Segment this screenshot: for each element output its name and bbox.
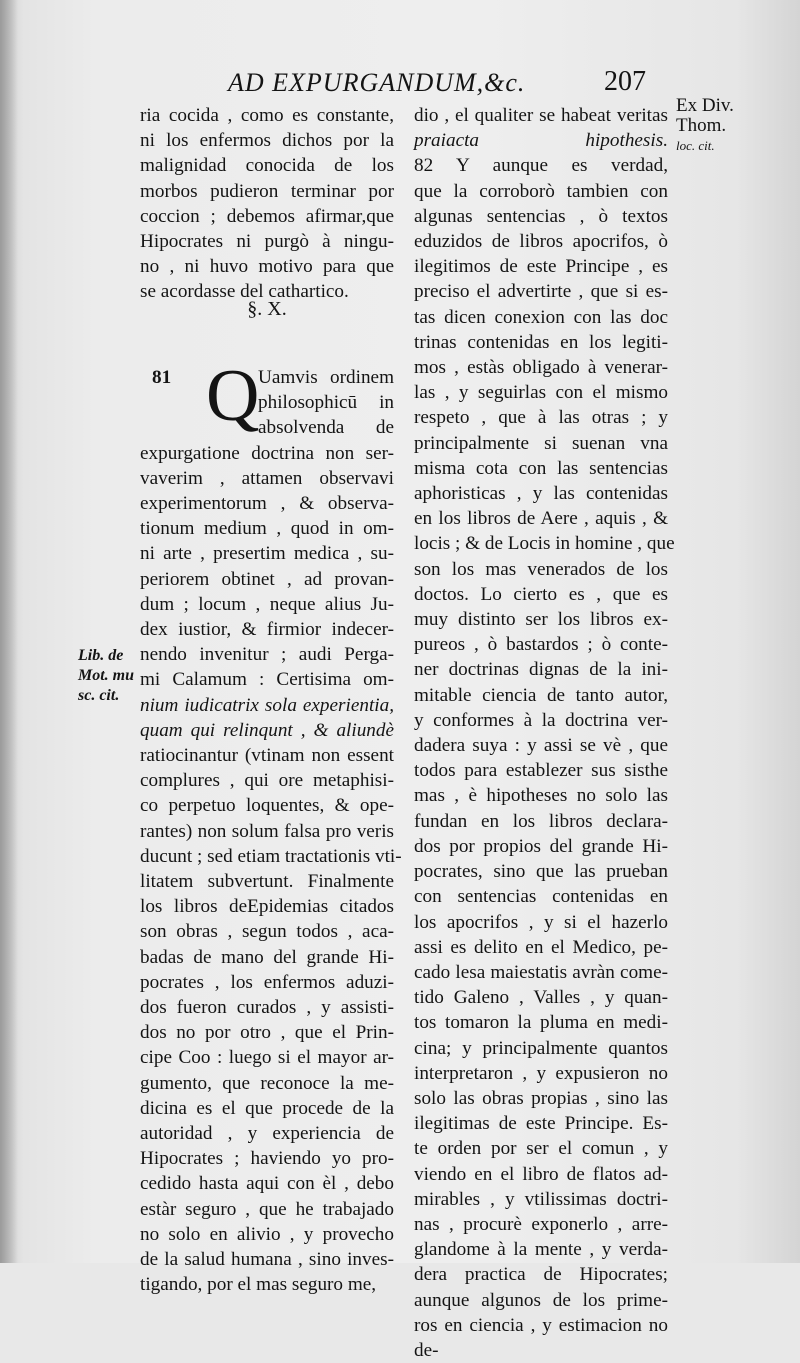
text-line: absolvenda de xyxy=(258,417,394,439)
text-line: ilegitimos de este Principe , es xyxy=(414,256,668,278)
margin-note-line: Mot. mu xyxy=(78,667,135,684)
text-line: nium iudicatrix sola experientia, xyxy=(140,694,394,716)
text-line: dex iustior, & firmior indecer- xyxy=(140,619,394,641)
text-line: son obras , segun todos , aca- xyxy=(140,921,394,943)
text-line: nas , procurè exponerlo , arre- xyxy=(414,1213,668,1235)
text-line: las , y seguirlas con el mismo xyxy=(414,382,668,404)
text-line: tionum medium , quod in om- xyxy=(140,518,394,540)
text-line: cado lesa maiestatis avràn come- xyxy=(414,961,668,983)
text-line: ratiocinantur (vtinam non essent xyxy=(140,745,394,767)
text-line: mi Calamum : Certisima om- xyxy=(140,669,394,691)
text-line: locis ; & de Locis in homine , que xyxy=(414,533,675,555)
text-line: eduzidos de libros apocrifos, ò xyxy=(414,231,668,253)
page-gutter-shadow xyxy=(0,0,18,1263)
text-line: periorem obtinet , ad provan- xyxy=(140,568,394,590)
text-line: y conformes à la doctrina ver- xyxy=(414,709,668,731)
text-line: ros en ciencia , y estimacion no xyxy=(414,1314,668,1336)
text-line: ilegitimas de este Principe. Es- xyxy=(414,1113,668,1135)
left-column-top xyxy=(140,103,394,305)
text-line: cedido hasta aqui con èl , debo xyxy=(140,1173,394,1195)
text-line: vaverim , attamen observavi xyxy=(140,467,394,489)
text-line: tido Galeno , Valles , y quan- xyxy=(414,987,668,1009)
margin-note-line: Lib. de xyxy=(78,647,124,664)
text-line: misma cota con las sentencias xyxy=(414,457,668,479)
text-line: nendo invenitur ; audi Perga- xyxy=(140,644,394,666)
text-line: muy distinto ser los libros ex- xyxy=(414,609,668,631)
text-line: doctos. Lo cierto es , que es xyxy=(414,583,668,605)
text-line: trinas contenidas en los legiti- xyxy=(414,331,668,353)
text-line: rantes) non solum falsa pro veris xyxy=(140,820,394,842)
text-line: solo las obras propias , sino las xyxy=(414,1087,668,1109)
text-line: en los libros de Aere , aquis , & xyxy=(414,508,668,530)
text-line: viendo en el libro de flatos ad- xyxy=(414,1163,668,1185)
text-line: te orden por ser el comun , y xyxy=(414,1138,668,1160)
text-line: autoridad , y experiencia de xyxy=(140,1123,394,1145)
text-line: cipe Coo : luego si el mayor ar- xyxy=(140,1047,394,1069)
text-line: coccion ; debemos afirmar,que xyxy=(140,205,394,227)
text-line: mos , estàs obligado à venerar- xyxy=(414,357,668,379)
text-line: malignidad conocida de los xyxy=(140,155,394,177)
text-line: tas dicen conexion con las doc xyxy=(414,306,668,328)
text-line: dum ; locum , neque alius Ju- xyxy=(140,593,394,615)
text-line: dos no por otro , que el Prin- xyxy=(140,1022,394,1044)
text-line: todos para establezer sus sisthe xyxy=(414,760,668,782)
text-line: ni los enfermos dichos por la xyxy=(140,130,394,152)
text-line: ner doctrinas dignas de la ini- xyxy=(414,659,668,681)
text-line: ni arte , presertim medica , su- xyxy=(140,543,394,565)
right-column-body xyxy=(414,103,675,1363)
text-line: de- xyxy=(414,1339,439,1361)
drop-cap: Q xyxy=(206,355,260,437)
text-line: se acordasse del cathartico. xyxy=(140,281,349,303)
text-line: fundan en los libros declara- xyxy=(414,810,668,832)
text-line: experimentorum , & observa- xyxy=(140,493,394,514)
text-line: 82 Y aunque es verdad, xyxy=(414,155,668,177)
text-line: dos fueron curados , y assisti- xyxy=(140,997,394,1019)
text-line: los libros deEpidemias citados xyxy=(140,896,394,918)
text-line: quam qui relinqunt , & aliundè xyxy=(140,719,394,741)
text-line: interpretaron , y expusieron no xyxy=(414,1062,668,1084)
text-line: mirables , y vtilissimas doctri- xyxy=(414,1188,668,1210)
right-column xyxy=(414,103,675,1363)
text-line: Hipocrates ni purgò à ningu- xyxy=(140,231,394,253)
paragraph-number: 81 xyxy=(152,367,172,388)
text-line: no , ni huvo motivo para que xyxy=(140,256,394,278)
text-line: philosophicū in xyxy=(258,392,394,414)
text-line: preciso el advertirte , que si es- xyxy=(414,281,668,303)
text-line: dio , el qualiter se habeat veritas xyxy=(414,105,668,126)
text-line: dera practica de Hipocrates; xyxy=(414,1264,668,1286)
text-line: dicina es el que procede de la xyxy=(140,1097,394,1119)
text-line: Uamvis ordinem xyxy=(258,367,394,388)
text-line: pocrates , los enfermos aduzi- xyxy=(140,971,394,993)
margin-note-line: sc. cit. xyxy=(78,687,120,704)
text-line: complures , qui ore metaphisi- xyxy=(140,770,394,792)
text-line: con sentencias contenidas en xyxy=(414,886,668,908)
text-line: mitable ciencia de tanto autor, xyxy=(414,684,668,706)
text-line: praiacta hipothesis. xyxy=(414,130,668,152)
text-line: son los mas venerados de los xyxy=(414,558,668,580)
section-heading: §. X. xyxy=(247,298,287,320)
margin-note-line: loc. cit. xyxy=(676,138,715,153)
paragraph-81 xyxy=(140,355,402,1298)
text-line: estàr seguro , que he trabajado xyxy=(140,1198,394,1220)
margin-note-left xyxy=(78,646,140,706)
text-line: badas de mano del grande Hi- xyxy=(140,946,394,968)
text-line: litatem subvertunt. Finalmente xyxy=(140,871,394,893)
margin-note-line: Thom. xyxy=(676,115,727,136)
paragraph-81-body xyxy=(140,441,402,1298)
running-head: AD EXPURGANDUM,&c. xyxy=(228,68,526,97)
text-line: dos por propios del grande Hi- xyxy=(414,835,668,857)
text-line: de la salud humana , sino inves- xyxy=(140,1249,394,1271)
text-line: expurgatione doctrina non ser- xyxy=(140,442,394,464)
text-line: pureos , ò bastardos ; ò conte- xyxy=(414,634,668,656)
text-line: respeto , que à las otras ; y xyxy=(414,407,668,429)
text-line: no solo en alivio , y provecho xyxy=(140,1223,394,1245)
text-line: cina; y principalmente quantos xyxy=(414,1037,668,1059)
text-line: tigando, por el mas seguro me, xyxy=(140,1274,377,1296)
text-line: aphoristicas , y las contenidas xyxy=(414,483,668,505)
text-line: tos tomaron la pluma en medi- xyxy=(414,1012,668,1034)
text-line: principalmente si suenan vna xyxy=(414,432,668,454)
text-line: morbos pudieron terminar por xyxy=(140,180,394,202)
text-line: ducunt ; sed etiam tractationis vti- xyxy=(140,845,402,867)
text-line: aunque algunos de los prime- xyxy=(414,1289,668,1311)
text-line: Hipocrates ; haviendo yo pro- xyxy=(140,1148,394,1170)
text-line: co perpetuo loquentes, & ope- xyxy=(140,795,394,817)
text-line: gumento, que reconoce la me- xyxy=(140,1072,394,1094)
text-line: que la corroborò tambien con xyxy=(414,180,668,202)
text-line: algunas sentencias , ò textos xyxy=(414,205,668,227)
text-line: mas , è hipotheses no solo las xyxy=(414,785,668,807)
page-number: 207 xyxy=(604,66,646,97)
text-line: assi es delito en el Medico, pe- xyxy=(414,936,668,958)
text-line: glandome à la mente , y verda- xyxy=(414,1239,668,1261)
margin-note-line: Ex Div. xyxy=(676,95,734,116)
text-line: ria cocida , como es constante, xyxy=(140,105,394,126)
text-line: dadera suya : y assi se vè , que xyxy=(414,735,668,757)
text-line: los apocrifos , y si el hazerlo xyxy=(414,911,668,933)
text-line: pocrates, sino que las prueban xyxy=(414,861,668,883)
margin-note-right xyxy=(676,96,766,156)
